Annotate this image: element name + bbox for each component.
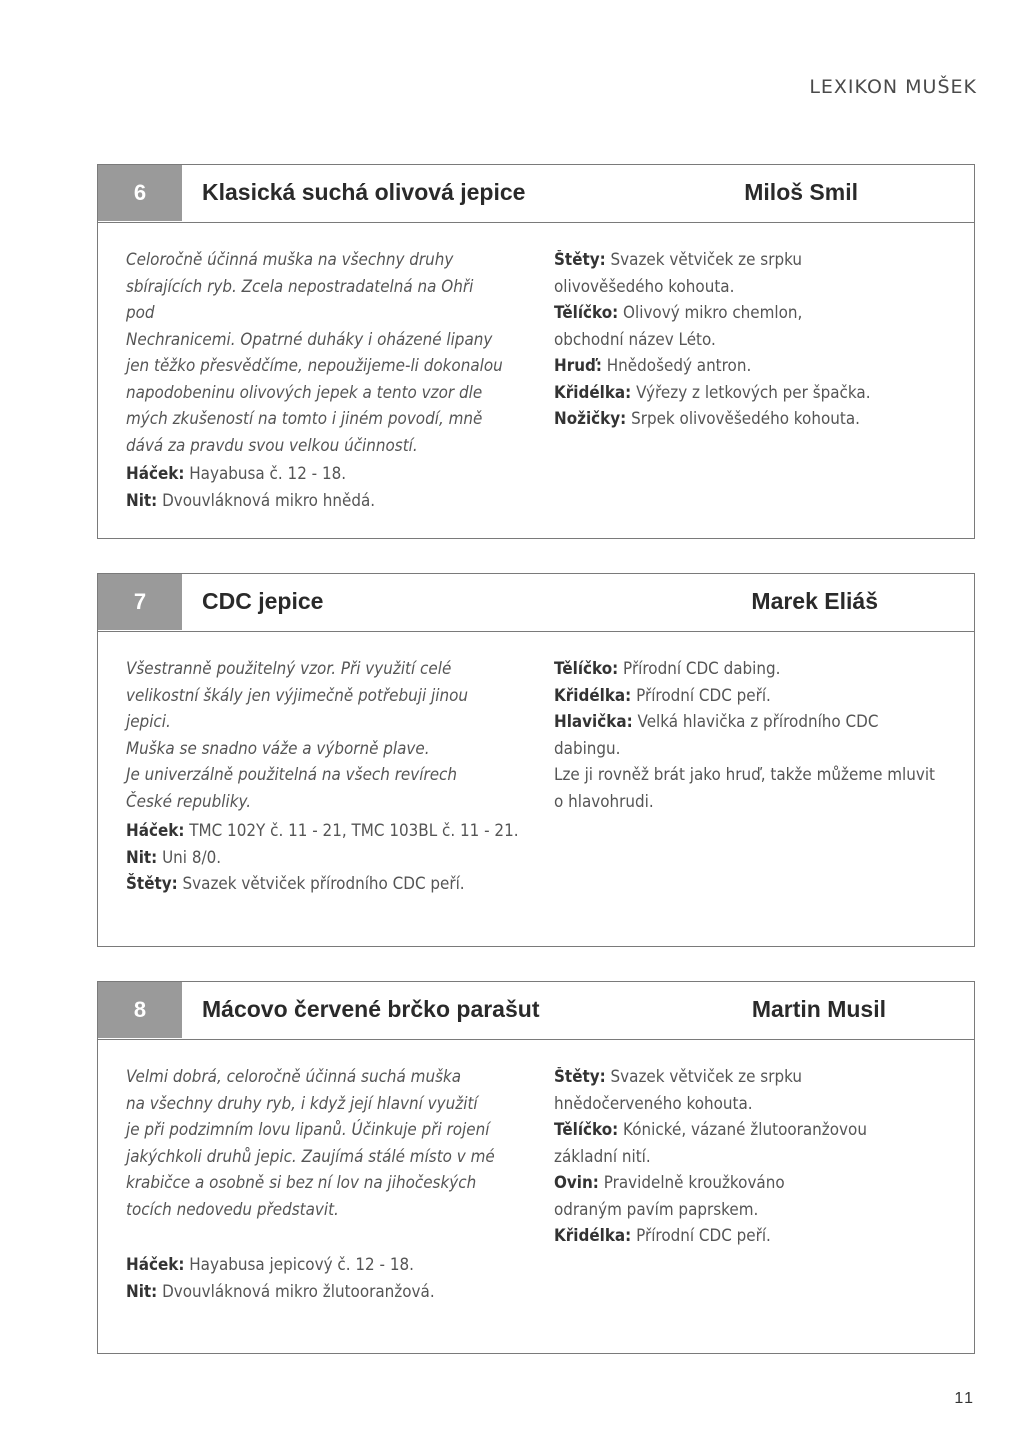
- fly-name: Mácovo červené brčko parašut: [202, 996, 540, 1022]
- card-header: [98, 574, 974, 632]
- spec-value: o hlavohrudi.: [554, 791, 654, 811]
- spec-value: Přírodní CDC dabing.: [623, 659, 781, 678]
- description-line: Je univerzálně použitelná na všech revírech: [126, 765, 458, 784]
- page-header-title: LEXIKON MUŠEK: [809, 76, 977, 98]
- spec-value: Přírodní CDC peří.: [636, 1226, 771, 1245]
- spec-label: Křidélka:: [554, 382, 632, 402]
- description-line: Všestranně použitelný vzor. Při využití celé: [126, 659, 452, 678]
- fly-specs: [554, 656, 940, 815]
- spec-label: Křidélka:: [554, 1226, 632, 1245]
- fly-materials: [126, 461, 512, 514]
- description-line: jakýchkoli druhů jepic. Zaujímá stálé místo v mé: [126, 1146, 495, 1166]
- spec-label: Hruď:: [554, 356, 602, 375]
- card-header: [98, 982, 974, 1040]
- fly-name: Klasická suchá olivová jepice: [202, 179, 526, 205]
- description-line: na všechny druhy ryb, i když její hlavní využití: [126, 1093, 478, 1113]
- description-line: Celoročně účinná muška na všechny druhy: [126, 250, 454, 269]
- spec-value: obchodní název Léto.: [554, 329, 716, 349]
- description-line: sbírajících ryb. Zcela nepostradatelná na Ohři pod: [126, 276, 474, 322]
- fly-card-6: [97, 164, 975, 539]
- spec-label: Tělíčko:: [554, 1120, 619, 1139]
- spec-value: základní nití.: [554, 1146, 651, 1166]
- spec-label: Tělíčko:: [554, 659, 619, 678]
- page-number: 11: [954, 1390, 975, 1407]
- fly-description: [126, 1064, 503, 1223]
- spec-value: Pravidelně kroužkováno: [603, 1173, 785, 1192]
- fly-card-7: [97, 573, 975, 947]
- description-line: jen těžko přesvědčíme, nepoužijeme-li dokonalou: [126, 356, 503, 375]
- description-line: Velmi dobrá, celoročně účinná suchá muška: [126, 1067, 462, 1086]
- material-value: Hayabusa č. 12 - 18.: [189, 464, 347, 483]
- spec-label: Tělíčko:: [554, 303, 619, 322]
- spec-value: Svazek větviček ze srpku: [610, 1067, 803, 1086]
- material-label: Nit:: [126, 490, 158, 510]
- description-line: velikostní škály jen výjimečně potřebuji jinou jepici.: [126, 685, 468, 731]
- spec-label: Křidélka:: [554, 685, 632, 705]
- description-line: České republiky.: [126, 791, 252, 811]
- spec-value: Lze ji rovněž brát jako hruď, takže můžeme mluvit: [554, 765, 936, 784]
- fly-description: [126, 247, 503, 459]
- fly-card-8: [97, 981, 975, 1354]
- fly-author: Miloš Smil: [744, 179, 858, 205]
- description-line: mých zkušeností na tomto i jiném povodí, mně: [126, 409, 483, 428]
- spec-value: Přírodní CDC peří.: [636, 685, 771, 705]
- description-line: dává za pravdu svou velkou účinností.: [126, 435, 418, 455]
- fly-specs: [554, 1064, 940, 1250]
- material-label: Nit:: [126, 1281, 158, 1301]
- spec-label: Štěty:: [554, 250, 606, 269]
- material-label: Háček:: [126, 464, 185, 483]
- description-line: krabičce a osobně si bez ní lov na jihočeských: [126, 1173, 477, 1192]
- material-value: Dvouvláknová mikro hnědá.: [162, 490, 376, 510]
- fly-number: 7: [98, 574, 182, 630]
- description-line: napodobeninu olivových jepek a tento vzor dle: [126, 382, 483, 402]
- material-value: TMC 102Y č. 11 - 21, TMC 103BL č. 11 - 21.: [189, 821, 519, 840]
- spec-label: Ovin:: [554, 1173, 599, 1192]
- spec-value: Kónické, vázané žlutooranžovou: [623, 1120, 867, 1139]
- spec-value: Výřezy z letkových per špačka.: [636, 382, 871, 402]
- material-label: Nit:: [126, 847, 158, 867]
- spec-value: Hnědošedý antron.: [606, 356, 752, 375]
- description-line: Nechranicemi. Opatrné duháky i oházené lipany: [126, 329, 493, 349]
- description-line: je při podzimním lovu lipanů. Účinkuje při rojení: [126, 1120, 490, 1139]
- material-value: Svazek větviček přírodního CDC peří.: [182, 874, 465, 893]
- fly-number: 6: [98, 165, 182, 221]
- fly-materials: [126, 818, 568, 898]
- fly-author: Martin Musil: [751, 996, 886, 1022]
- fly-description: [126, 656, 503, 815]
- material-value: Uni 8/0.: [162, 847, 222, 867]
- spec-value: Srpek olivověšedého kohouta.: [631, 409, 860, 428]
- material-label: Štěty:: [126, 874, 178, 893]
- fly-specs: [554, 247, 940, 433]
- fly-author: Marek Eliáš: [751, 588, 878, 614]
- spec-label: Hlavička:: [554, 712, 633, 731]
- spec-value: odraným pavím paprskem.: [554, 1199, 759, 1219]
- spec-value: Olivový mikro chemlon,: [623, 303, 803, 322]
- fly-materials: [126, 1252, 512, 1305]
- fly-name: CDC jepice: [202, 588, 324, 614]
- spec-value: hnědočerveného kohouta.: [554, 1093, 753, 1113]
- material-value: Hayabusa jepicový č. 12 - 18.: [189, 1255, 414, 1274]
- spec-label: Štěty:: [554, 1067, 606, 1086]
- spec-label: Nožičky:: [554, 409, 627, 428]
- card-header: [98, 165, 974, 223]
- spec-value: olivověšedého kohouta.: [554, 276, 735, 296]
- material-label: Háček:: [126, 821, 185, 840]
- material-label: Háček:: [126, 1255, 185, 1274]
- fly-number: 8: [98, 982, 182, 1038]
- material-value: Dvouvláknová mikro žlutooranžová.: [162, 1281, 435, 1301]
- spec-value: Svazek větviček ze srpku: [610, 250, 803, 269]
- spec-value: Velká hlavička z přírodního CDC dabingu.: [554, 712, 879, 758]
- description-line: Muška se snadno váže a výborně plave.: [126, 738, 430, 758]
- description-line: tocích nedovedu představit.: [126, 1199, 339, 1219]
